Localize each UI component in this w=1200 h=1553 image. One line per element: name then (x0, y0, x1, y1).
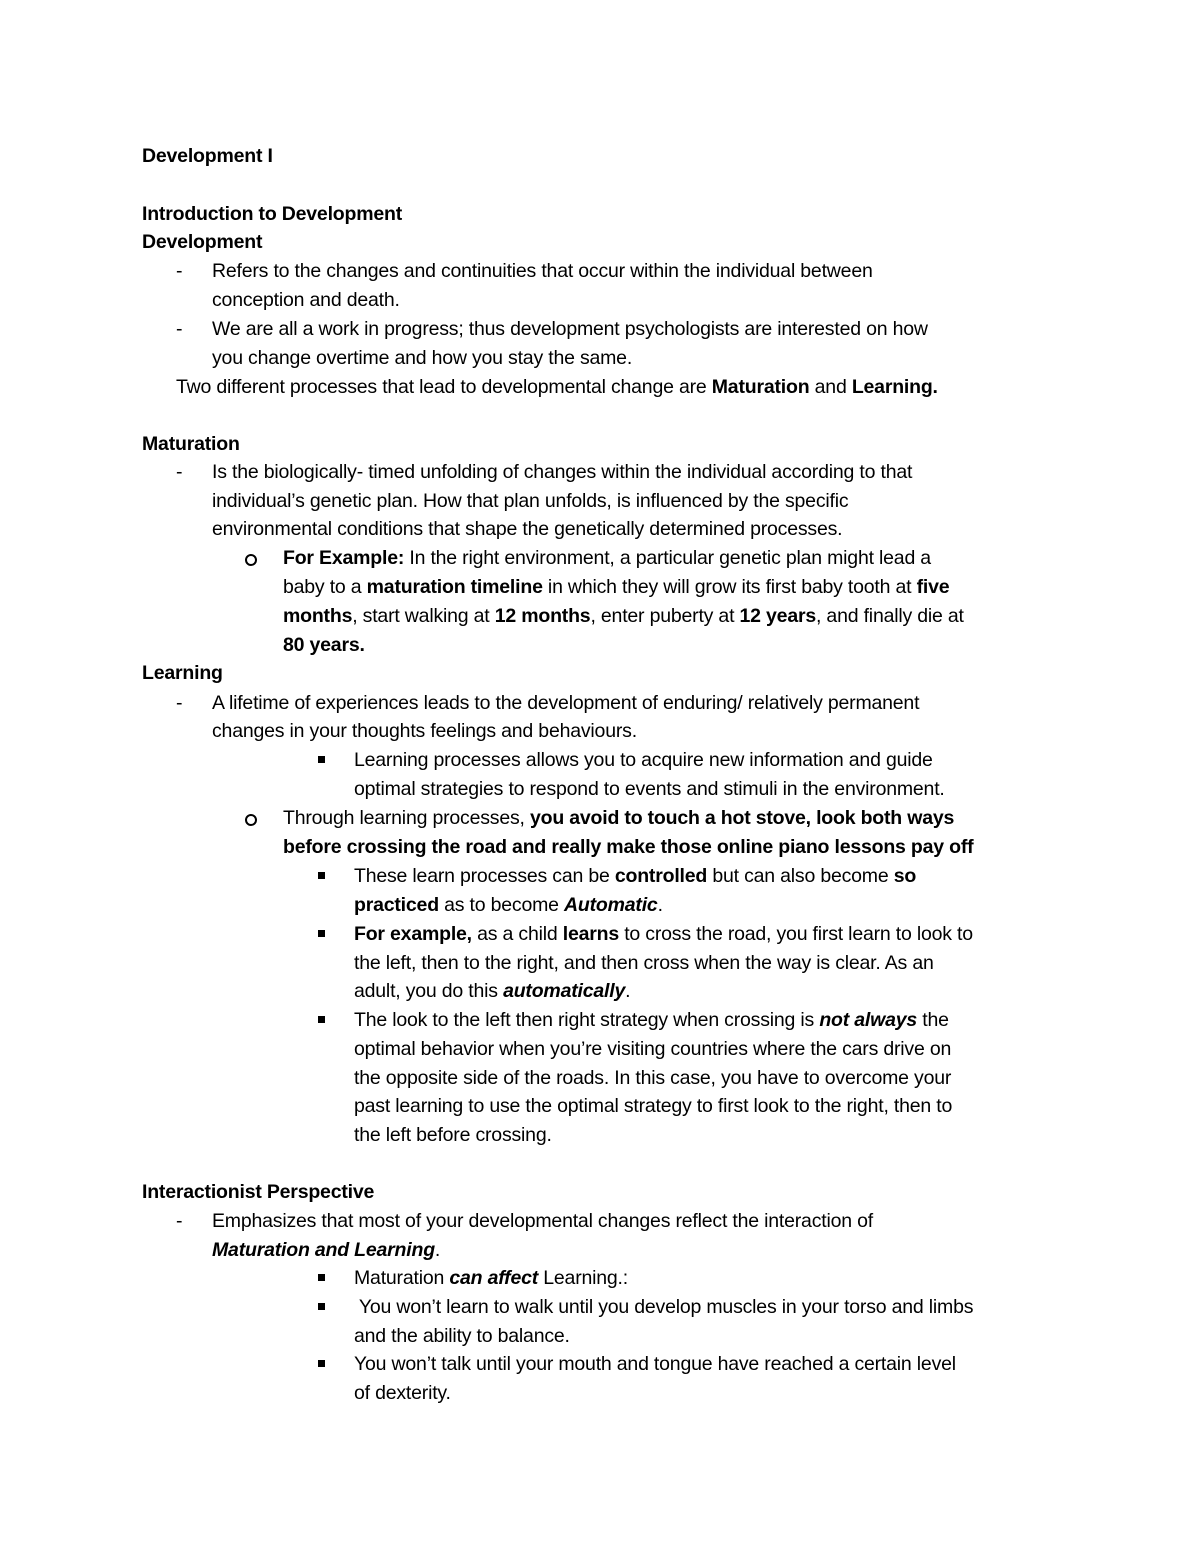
bullet-text: You won’t learn to walk until you develop muscles in your torso and limbs (354, 1296, 974, 1318)
bullet-text: 80 years. (283, 634, 365, 656)
bullet-text: of dexterity. (354, 1382, 451, 1404)
bullet-text: Through learning processes, you avoid to touch a hot stove, look both ways (283, 807, 955, 829)
bullet-text: optimal behavior when you’re visiting countries where the cars drive on (354, 1038, 952, 1060)
circle-bullet-icon (245, 554, 257, 566)
learning-heading: Learning (142, 662, 223, 684)
bullet-text: environmental conditions that shape the genetically determined processes. (212, 518, 843, 540)
bullet-text: These learn processes can be controlled but can also become so (354, 865, 917, 887)
bullet-text: For example, as a child learns to cross the road, you first learn to look to (354, 923, 973, 945)
dash-marker: - (176, 318, 183, 340)
bullet-text: Maturation and Learning. (212, 1239, 441, 1261)
bullet-text: months, start walking at 12 months, enter puberty at 12 years, and finally die at (283, 605, 964, 627)
bullet-text: before crossing the road and really make those online piano lessons pay off (283, 836, 974, 858)
bullet-text: Emphasizes that most of your developmental changes reflect the interaction of (212, 1210, 873, 1232)
dash-marker: - (176, 260, 183, 282)
circle-bullet-icon (245, 814, 257, 826)
bullet-text: conception and death. (212, 289, 400, 311)
bullet-text: A lifetime of experiences leads to the development of enduring/ relatively permanent (212, 692, 920, 714)
square-bullet-icon (318, 1360, 325, 1367)
intro-heading: Introduction to Development (142, 203, 403, 225)
square-bullet-icon (318, 930, 325, 937)
development-heading: Development (142, 231, 263, 253)
interactionist-heading: Interactionist Perspective (142, 1181, 375, 1203)
bullet-text: Learning processes allows you to acquire new information and guide (354, 749, 933, 771)
bullet-text: and the ability to balance. (354, 1325, 570, 1347)
bullet-text: Is the biologically- timed unfolding of changes within the individual according to that (212, 461, 913, 483)
bullet-text: You won’t talk until your mouth and tongue have reached a certain level (354, 1353, 956, 1375)
bullet-text: practiced as to become Automatic. (354, 894, 663, 916)
bullet-text: individual’s genetic plan. How that plan unfolds, is influenced by the specific (212, 490, 849, 512)
bullet-text: you change overtime and how you stay the same. (212, 347, 633, 369)
bullet-text: adult, you do this automatically. (354, 980, 631, 1002)
document-title: Development I (142, 145, 273, 167)
maturation-heading: Maturation (142, 433, 240, 455)
bullet-text: Refers to the changes and continuities that occur within the individual between (212, 260, 873, 282)
square-bullet-icon (318, 872, 325, 879)
dash-marker: - (176, 1210, 183, 1232)
bullet-text: Maturation can affect Learning.: (354, 1267, 628, 1289)
bullet-text: changes in your thoughts feelings and behaviours. (212, 720, 637, 742)
square-bullet-icon (318, 756, 325, 763)
bullet-text: past learning to use the optimal strategy to first look to the right, then to (354, 1095, 953, 1117)
paragraph-text: Two different processes that lead to developmental change are Maturation and Learning. (176, 376, 938, 398)
bullet-text: baby to a maturation timeline in which they will grow its first baby tooth at five (283, 576, 950, 598)
square-bullet-icon (318, 1303, 325, 1310)
square-bullet-icon (318, 1274, 325, 1281)
square-bullet-icon (318, 1016, 325, 1023)
bullet-text: the left before crossing. (354, 1124, 552, 1146)
bullet-text: The look to the left then right strategy when crossing is not always the (354, 1009, 949, 1031)
bullet-text: For Example: In the right environment, a particular genetic plan might lead a (283, 547, 931, 569)
dash-marker: - (176, 692, 183, 714)
bullet-text: We are all a work in progress; thus development psychologists are interested on how (212, 318, 928, 340)
bullet-text: the left, then to the right, and then cross when the way is clear. As an (354, 952, 934, 974)
bullet-text: the opposite side of the roads. In this case, you have to overcome your (354, 1067, 952, 1089)
dash-marker: - (176, 461, 183, 483)
bullet-text: optimal strategies to respond to events and stimuli in the environment. (354, 778, 945, 800)
